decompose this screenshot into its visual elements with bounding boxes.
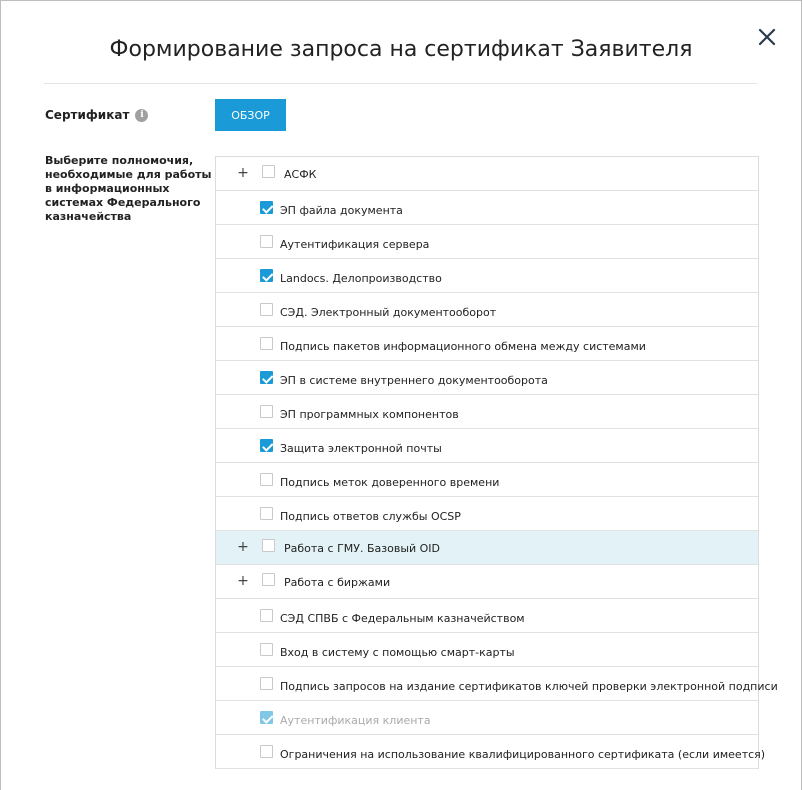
permission-checkbox[interactable] <box>262 165 275 178</box>
permission-row[interactable] <box>216 565 758 599</box>
permission-label: Работа с биржами <box>284 576 391 589</box>
expand-icon[interactable]: + <box>237 165 249 181</box>
permission-label: Landocs. Делопроизводство <box>280 272 442 285</box>
permission-label: СЭД СПВБ с Федеральным казначейством <box>280 612 525 625</box>
close-icon[interactable] <box>755 25 779 49</box>
dialog-title: Формирование запроса на сертификат Заявителя <box>109 37 693 62</box>
permission-checkbox[interactable] <box>260 405 273 418</box>
permission-row[interactable] <box>216 463 758 497</box>
permission-label: Защита электронной почты <box>280 442 442 455</box>
permission-checkbox[interactable] <box>260 269 273 282</box>
permission-row[interactable] <box>216 667 778 701</box>
permission-checkbox[interactable] <box>260 371 273 384</box>
permission-checkbox[interactable] <box>260 745 273 758</box>
permission-checkbox[interactable] <box>260 609 273 622</box>
browse-button[interactable]: ОБЗОР <box>215 99 286 131</box>
permission-row[interactable] <box>216 293 758 327</box>
permission-label: ЭП файла документа <box>280 204 403 217</box>
permission-label: Подпись меток доверенного времени <box>280 476 500 489</box>
permission-label: Подпись запросов на издание сертификатов ключей проверки электронной подписи <box>280 680 778 693</box>
permission-checkbox[interactable] <box>260 507 273 520</box>
permission-checkbox[interactable] <box>262 573 275 586</box>
permission-row[interactable] <box>216 361 758 395</box>
permission-label: ЭП в системе внутреннего документооборота <box>280 374 548 387</box>
permission-checkbox[interactable] <box>260 439 273 452</box>
permission-checkbox[interactable] <box>260 235 273 248</box>
permission-label: Аутентификация клиента <box>280 714 431 727</box>
permission-row[interactable] <box>216 191 758 225</box>
permission-row[interactable] <box>216 701 758 735</box>
permission-label: Вход в систему с помощью смарт-карты <box>280 646 515 659</box>
expand-icon[interactable]: + <box>237 539 249 555</box>
permission-checkbox[interactable] <box>260 303 273 316</box>
permission-checkbox[interactable] <box>262 539 275 552</box>
permissions-tree <box>215 156 778 769</box>
permission-checkbox[interactable] <box>260 201 273 214</box>
permission-checkbox[interactable] <box>260 643 273 656</box>
permissions-label: Выберите полномочия, необходимые для работы в информационных системах Федерального казначейства <box>45 154 212 223</box>
permission-row[interactable] <box>216 735 766 769</box>
certificate-label: Сертификат <box>45 108 130 122</box>
permission-label: АСФК <box>284 168 317 181</box>
certificate-label-group <box>45 108 148 122</box>
permission-row[interactable] <box>216 599 758 633</box>
permission-row[interactable] <box>216 395 758 429</box>
permission-checkbox[interactable] <box>260 337 273 350</box>
permission-label: Подпись пакетов информационного обмена между системами <box>280 340 646 353</box>
info-icon[interactable]: i <box>135 109 148 122</box>
permission-row[interactable] <box>216 429 758 463</box>
permission-row[interactable] <box>216 225 758 259</box>
permission-row[interactable] <box>216 633 758 667</box>
permission-row[interactable] <box>216 497 758 531</box>
permission-checkbox[interactable] <box>260 473 273 486</box>
permission-row[interactable] <box>216 259 758 293</box>
permission-label: Аутентификация сервера <box>280 238 430 251</box>
expand-icon[interactable]: + <box>237 573 249 589</box>
permission-label: Ограничения на использование квалифицированного сертификата (если имеется) <box>280 748 766 761</box>
permission-checkbox <box>260 711 273 724</box>
permission-label: ЭП программных компонентов <box>280 408 459 421</box>
permission-checkbox[interactable] <box>260 677 273 690</box>
permission-row[interactable] <box>216 531 758 565</box>
permission-label: СЭД. Электронный документооборот <box>280 306 497 319</box>
permission-label: Работа с ГМУ. Базовый OID <box>284 542 441 555</box>
permission-label: Подпись ответов службы OCSP <box>280 510 461 523</box>
permission-row[interactable] <box>216 327 758 361</box>
title-divider <box>44 83 757 84</box>
permission-row[interactable] <box>216 157 758 191</box>
